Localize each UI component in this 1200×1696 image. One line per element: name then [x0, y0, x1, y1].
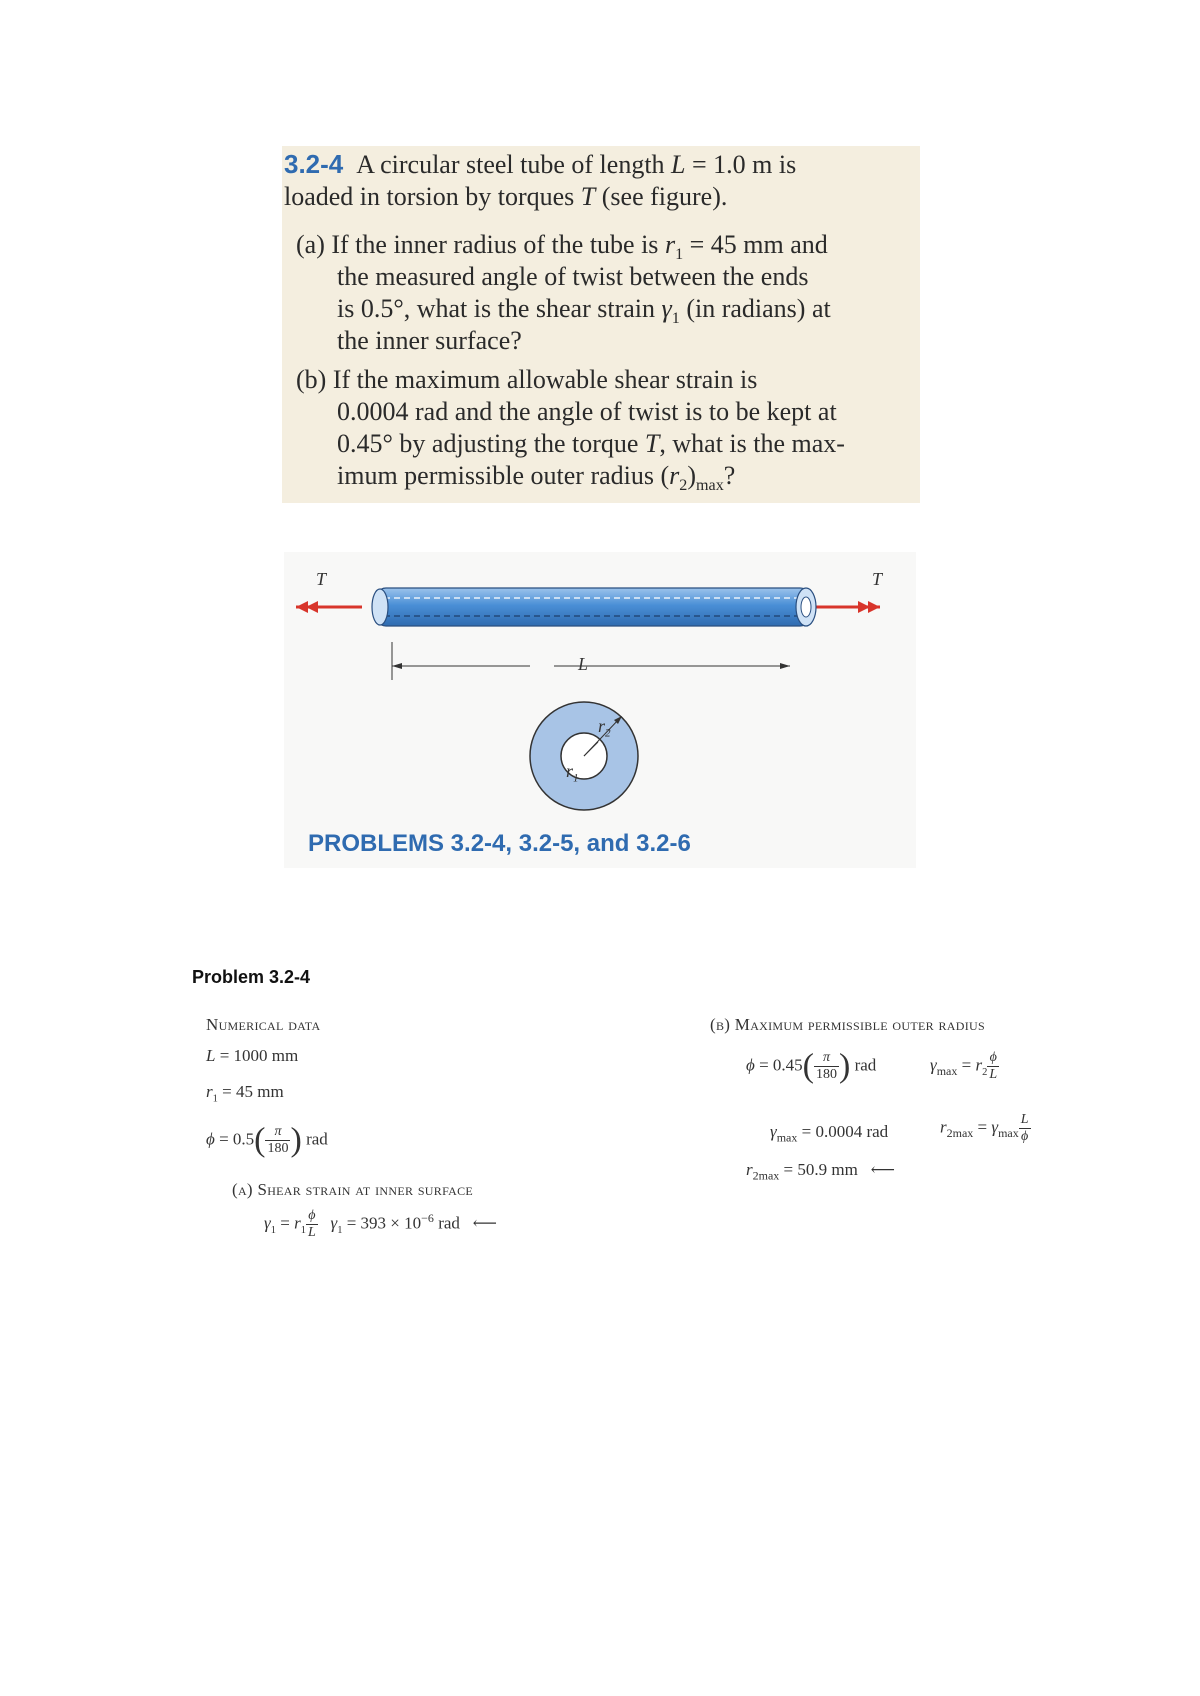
numerical-data-title: Numerical data	[206, 1015, 321, 1034]
twist-angle-data: ϕ = 0.5( $\frac{\pi}{180}$ ) rad	[206, 1121, 328, 1159]
part-b-result: $r_{2max} = 50.9$ mm ⟵	[746, 1160, 895, 1183]
left-torque-arrow	[296, 601, 362, 613]
result-arrow-icon: ⟵	[870, 1160, 895, 1179]
length-data: L = 1000 mm	[206, 1046, 299, 1065]
r2-label: $r_2$	[598, 716, 611, 740]
torque-label-left: T	[316, 569, 327, 589]
tube-cross-section	[530, 702, 638, 810]
part-b-phi-equation: ϕ = 0.45( $\frac{\pi}{180}$ ) rad	[746, 1047, 877, 1085]
r1-label: $r_1$	[566, 761, 579, 785]
part-b-r2max-equation: $r_{2max} = \gamma_{max}$ $\frac{L}{\phi}$	[940, 1112, 1029, 1144]
part-a-title: (a) Shear strain at inner surface	[232, 1180, 474, 1199]
problem-intro: 3.2-4 A circular steel tube of length L = 1.0 m is loaded in torsion by torques T (see figure).	[284, 149, 797, 211]
torsion-tube-figure	[284, 552, 916, 868]
torque-label-right: T	[872, 569, 883, 589]
problem-part-a: (a) If the inner radius of the tube is $r_1 = 45$ mm and the measured angle of twist between the ends is 0.5°, what is the shear strain $\gamma_1$ (in radians) at the inner surface?	[296, 230, 831, 355]
length-dimension	[392, 642, 790, 680]
problem-part-b: (b) If the maximum allowable shear strain is 0.0004 rad and the angle of twist is to be kept at 0.45° by adjusting the torque T, what is the max- imum permissible outer radius $(r_2)_{max}$?	[296, 365, 845, 495]
inner-radius-data: $r_1 = 45$ mm	[206, 1082, 284, 1105]
problem-number: 3.2-4	[284, 149, 344, 179]
part-b-gamma-max-value: $\gamma_{max} = 0.0004$ rad	[770, 1122, 889, 1145]
part-b-gamma-max-equation: $\gamma_{max} = r_2$ $\frac{\phi}{L}$	[930, 1050, 998, 1082]
part-b-title: (b) Maximum permissible outer radius	[710, 1015, 985, 1034]
part-a-equation: $\gamma_1 = r_1$ $\frac{\phi}{L}$ $\gamma_1 = 393 \times 10^{-6}$ rad ⟵	[264, 1208, 498, 1240]
figure-caption: PROBLEMS 3.2-4, 3.2-5, and 3.2-6	[308, 830, 691, 857]
length-label: L	[578, 654, 589, 674]
steel-tube	[372, 588, 816, 626]
result-arrow-icon: ⟵	[472, 1213, 498, 1233]
right-torque-arrow	[814, 601, 880, 613]
solution-heading: Problem 3.2-4	[192, 967, 311, 987]
